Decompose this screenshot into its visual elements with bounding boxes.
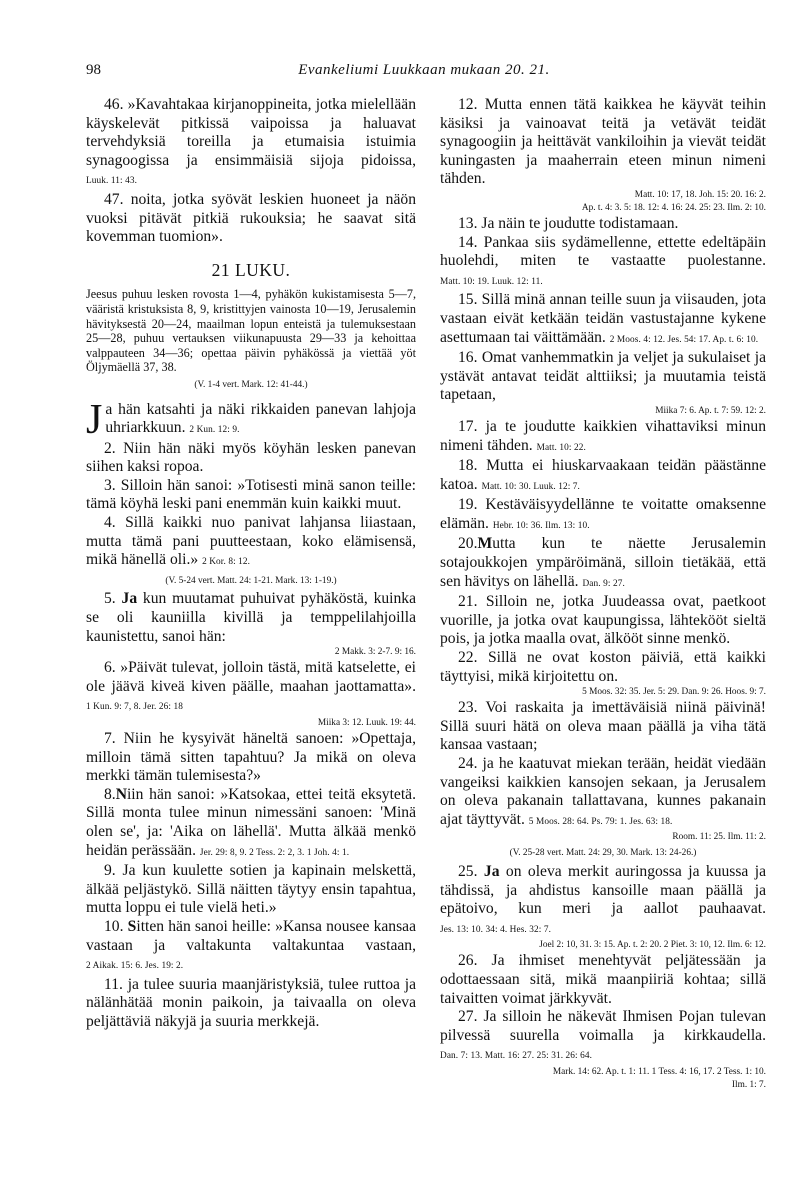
verse-46: 46. »Kavahtakaa kirjanoppineita, jotka mielellään käyskelevät pitkissä vaipoissa ja haluavat tervehdyksiä toreilla ja etumaisia istuimia synagoogissa ja ensimmäisiä sijoja pidoissa, Luuk. 11: 43. xyxy=(86,96,416,187)
verse-19: 19. Kestäväisyydellänne te voitatte omaksenne elämän. Hebr. 10: 36. Ilm. 13: 10. xyxy=(440,496,766,532)
cross-reference: 5 Moos. 28: 64. Ps. 79: 1. Jes. 63: 18. xyxy=(528,816,673,827)
verse-21: 21. Silloin ne, jotka Juudeassa ovat, paetkoot vuorille, ja jotka ovat kaupungissa, lähtekööt sieltä pois, ja jotka maalla ovat, älkööt sinne menkö. xyxy=(440,593,766,648)
cross-reference: Joel 2: 10, 31. 3: 15. Ap. t. 2: 20. 2 Piet. 3: 10, 12. Ilm. 6: 12. xyxy=(539,940,766,951)
verse-9: 9. Ja kun kuulette sotien ja kapinain melskettä, älkää peljästykö. Sillä näitten täytyy ensin tapahtua, mutta loppu ei tule vielä heti.» xyxy=(86,862,416,917)
verse-12: 12. Mutta ennen tätä kaikkea he käyvät teihin käsiksi ja vainoavat teitä ja vetävät teidät synagoogiin ja heittävät vankiloihin ja vievät teidät kuningasten ja maaherrain eteen minun nimeni tähden. xyxy=(440,96,766,188)
cross-reference: 2 Moos. 4: 12. Jes. 54: 17. Ap. t. 6: 10. xyxy=(609,334,759,345)
verse-2: 2. Niin hän näki myös köyhän lesken panevan siihen kaksi ropoa. xyxy=(86,439,416,476)
cross-reference: 2 Kor. 8: 12. xyxy=(202,557,251,568)
drop-cap: J xyxy=(86,396,103,443)
verse-10: 10. Sitten hän sanoi heille: »Kansa nousee kansaa vastaan ja valtakunta valtakuntaa vastaan, 2 Aikak. 15: 6. Jes. 19: 2. xyxy=(86,917,416,972)
verse-47: 47. noita, jotka syövät leskien huoneet ja näön vuoksi pitävät pitkiä rukouksia; he saavat sitä kovemman tuomion». xyxy=(86,190,416,246)
verse-24: 24. ja he kaatuvat miekan terään, heidät viedään vangeiksi kaikkien kansojen sekaan, ja Jerusalem on oleva pakanain tallattavana, kunnes pakanain ajat täyttyvät. 5 Moos. 28: 64. Ps. 79: 1. Jes. 63: 18. xyxy=(440,755,766,828)
verse-8: 8.Niin hän sanoi: »Katsokaa, ettei teitä eksytetä. Sillä monta tulee minun nimessäni sanoen: 'Minä olen se', ja: 'Aika on lähellä'. Mutta älkää menkö heidän perässään. Jer. 29: 8, 9. 2 Tess. 2: 2, 3. 1 Joh. 4: 1. xyxy=(86,785,416,859)
verse-26: 26. Ja ihmiset menehtyvät peljätessään ja odottaessaan sitä, mikä maanpiiriä kohtaa; sillä taivaitten voimat järkkyvät. xyxy=(440,952,766,1007)
verse-27: 27. Ja silloin he näkevät Ihmisen Pojan tulevan pilvessä suurella voimalla ja kirkkaudella. Dan. 7: 13. Matt. 16: 27. 25: 31. 26: 64. xyxy=(440,1008,766,1062)
cross-reference: Jes. 13: 10. 34: 4. Hes. 32: 7. xyxy=(440,924,552,935)
verse-11: 11. ja tulee suuria maanjäristyksiä, tulee ruttoa ja nälänhätää monin paikoin, ja taivaalla on oleva peljättäviä näkyjä ja suuria merkkejä. xyxy=(86,975,416,1030)
page-header xyxy=(86,62,762,84)
verse-18: 18. Mutta ei hiuskarvaakaan teidän päästänne katoa. Matt. 10: 30. Luuk. 12: 7. xyxy=(440,457,766,493)
verse-15: 15. Sillä minä annan teille suun ja viisauden, jota vastaan eivät ketkään teidän vastustajanne kykene asettumaan tai väittämään. 2 Moos. 4: 12. Jes. 54: 17. Ap. t. 6: 10. xyxy=(440,291,766,346)
parallel-reference: (V. 25-28 vert. Matt. 24: 29, 30. Mark. 13: 24-26.) xyxy=(509,848,697,859)
cross-reference: Mark. 14: 62. Ap. t. 1: 11. 1 Tess. 4: 16, 17. 2 Tess. 1: 10. xyxy=(552,1066,766,1077)
running-title: Evankeliumi Luukkaan mukaan 20. 21. xyxy=(298,62,550,78)
cross-reference: Matt. 10: 30. Luuk. 12: 7. xyxy=(481,481,580,492)
chapter-heading: 21 LUKU. xyxy=(211,259,291,280)
verse-6: 6. »Päivät tulevat, jolloin tästä, mitä katselette, ei ole jäävä kiveä kiven päälle, maahan jaottamatta». 1 Kun. 9: 7, 8. Jer. 26: 18 xyxy=(86,659,416,713)
parallel-reference: (V. 5-24 vert. Matt. 24: 1-21. Mark. 13: 1-19.) xyxy=(165,575,337,586)
cross-reference: 2 Kun. 12: 9. xyxy=(189,425,240,436)
verse-25: 25. Ja on oleva merkit auringossa ja kuussa ja tähdissä, ja ahdistus kansoille maan päällä ja epätoivo, kun meri ja aallot pauhaavat. Jes. 13: 10. 34: 4. Hes. 32: 7. xyxy=(440,862,767,935)
cross-reference: Ilm. 1: 7. xyxy=(731,1079,766,1090)
page-number: 98 xyxy=(86,62,101,78)
verse-7: 7. Niin he kysyivät häneltä sanoen: »Opettaja, milloin tämä sitten tapahtuu? Ja mikä on oleva merkki tämän tulemisesta?» xyxy=(86,730,416,785)
cross-reference: Miika 7: 6. Ap. t. 7: 59. 12: 2. xyxy=(655,405,766,416)
cross-reference: 2 Aikak. 15: 6. Jes. 19: 2. xyxy=(86,961,184,972)
cross-reference: Matt. 10: 17, 18. Joh. 15: 20. 16: 2. xyxy=(634,189,766,200)
cross-reference: Jer. 29: 8, 9. 2 Tess. 2: 2, 3. 1 Joh. 4: 1. xyxy=(199,847,350,858)
cross-reference: Ap. t. 4: 3. 5: 18. 12: 4. 16: 24. 25: 23. Ilm. 2: 10. xyxy=(581,202,766,213)
verse-5: 5. Ja kun muutamat puhuivat pyhäköstä, kuinka se oli kauniilla kivillä ja temppelilahjoilla kaunistettu, sanoi hän: xyxy=(86,590,417,645)
verse-3: 3. Silloin hän sanoi: »Totisesti minä sanon teille: tämä köyhä leski pani enemmän kuin kaikki muut. xyxy=(86,476,416,513)
verse-13: 13. Ja näin te joudutte todistamaan. xyxy=(458,214,679,232)
cross-reference: Room. 11: 25. Ilm. 11: 2. xyxy=(672,832,766,843)
verse-20: 20.Mutta kun te näette Jerusalemin sotajoukkojen ympäröimänä, silloin tietäkää, että sen hävitys on lähellä. Dan. 9: 27. xyxy=(440,535,766,590)
cross-reference: Luuk. 11: 43. xyxy=(86,176,138,187)
verse-16: 16. Omat vanhemmatkin ja veljet ja sukulaiset ja ystävät antavat teidät alttiiksi; ja muutamia teistä tapetaan, xyxy=(440,349,766,404)
verse-23: 23. Voi raskaita ja imettäväisiä niinä päivinä! Sillä suuri hätä on oleva maan päällä ja viha tätä kansaa vastaan; xyxy=(440,699,766,754)
verse-4: 4. Sillä kaikki nuo panivat lahjansa liiastaan, mutta tämä pani puutteestaan, koko elämisensä, mikä hänellä oli.» 2 Kor. 8: 12. xyxy=(86,514,416,569)
cross-reference: Hebr. 10: 36. Ilm. 13: 10. xyxy=(492,520,590,531)
right-column xyxy=(440,96,766,1092)
verse-14: 14. Pankaa siis sydämellenne, ettette edeltäpäin huolehdi, miten te vastaatte puolestanne. Matt. 10: 19. Luuk. 12: 11. xyxy=(440,233,766,287)
verse-17: 17. ja te joudutte kaikkien vihattaviksi minun nimeni tähden. Matt. 10: 22. xyxy=(440,417,766,454)
left-column xyxy=(86,96,416,1032)
cross-reference: Matt. 10: 19. Luuk. 12: 11. xyxy=(440,276,543,287)
cross-reference: Dan. 7: 13. Matt. 16: 27. 25: 31. 26: 64. xyxy=(440,1051,593,1062)
verse-1: Ja hän katsahti ja näki rikkaiden panevan lahjoja uhriarkkuun. 2 Kun. 12: 9. xyxy=(86,396,416,443)
parallel-reference: (V. 1-4 vert. Mark. 12: 41-44.) xyxy=(194,379,308,390)
verse-22: 22. Sillä ne ovat koston päiviä, että kaikki täyttyisi, mikä kirjoitettu on. xyxy=(440,649,766,685)
cross-reference: 5 Moos. 32: 35. Jer. 5: 29. Dan. 9: 26. Hoos. 9: 7. xyxy=(582,687,766,698)
cross-reference: Dan. 9: 27. xyxy=(582,578,625,589)
cross-reference: 1 Kun. 9: 7, 8. Jer. 26: 18 xyxy=(86,702,183,713)
cross-reference: 2 Makk. 3: 2-7. 9: 16. xyxy=(334,647,416,658)
cross-reference: Miika 3: 12. Luuk. 19: 44. xyxy=(317,718,416,728)
cross-reference: Matt. 10: 22. xyxy=(536,442,586,453)
chapter-summary: Jeesus puhuu lesken rovosta 1—4, pyhäkön kukistamisesta 5—7, vääristä kristuksista 8, 9, kristittyjen vainosta 10—19, Jerusalemin hävityksestä 20—24, maailman lopun enteistä ja tulemuksestaan 25—28, puhuu vertauksen viikunapuusta 29—33 ja kehoittaa valppauteen 34—36; opettaa päivin pyhäkössä ja viettää yöt Öljymäellä 37, 38. xyxy=(86,287,416,375)
